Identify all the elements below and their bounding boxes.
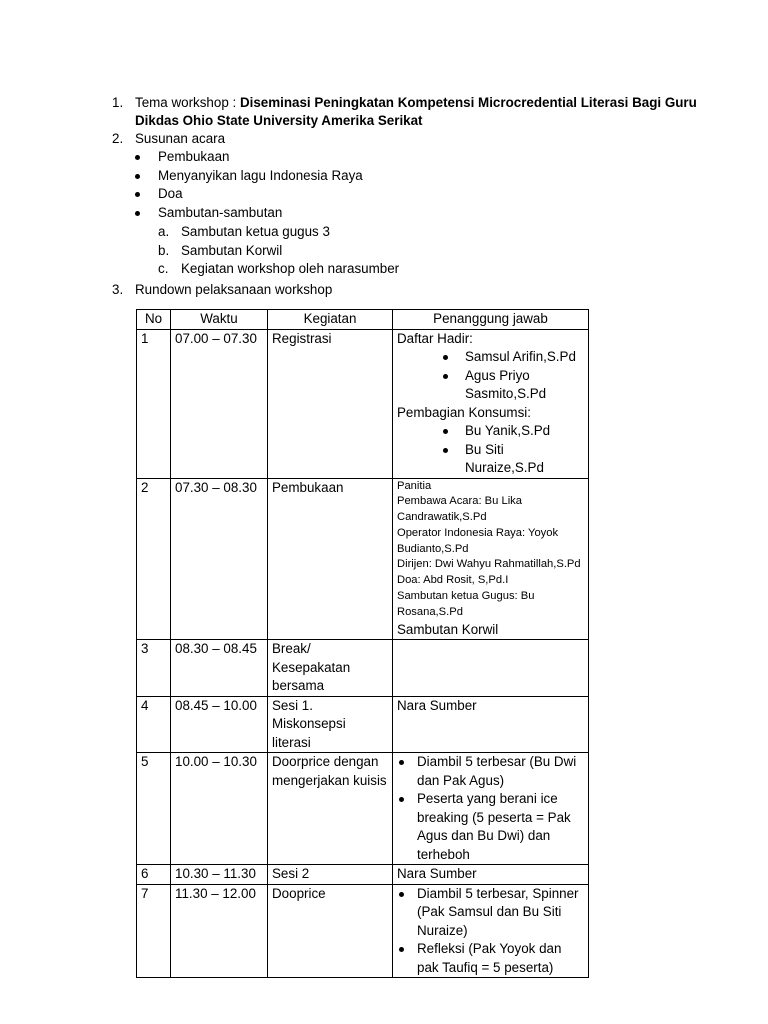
- list-item: Diambil 5 terbesar (Bu Dwi dan Pak Agus): [397, 753, 584, 790]
- list-item: Diambil 5 terbesar, Spinner (Pak Samsul dan Bu Siti Nuraize): [397, 885, 584, 941]
- bullet-icon: [135, 211, 140, 216]
- bullet-icon: [399, 797, 404, 802]
- list-item: Samsul Arifin,S.Pd: [397, 348, 584, 367]
- table-header-row: [137, 310, 589, 330]
- cell-kegiatan: Sesi 2: [268, 865, 393, 885]
- cell-no: 7: [137, 884, 171, 978]
- cell-waktu: 08.45 – 10.00: [171, 696, 268, 753]
- cell-kegiatan: Registrasi: [268, 329, 393, 478]
- bullet-icon: [399, 892, 404, 897]
- cell-no: 5: [137, 753, 171, 865]
- table-row: [137, 884, 589, 978]
- table-row: [137, 478, 589, 640]
- table-row: [137, 865, 589, 885]
- cell-no: 1: [137, 329, 171, 478]
- cell-penanggung-jawab: Nara Sumber: [393, 696, 589, 753]
- bullet-icon: [399, 947, 404, 952]
- cell-kegiatan: Break/ Kesepakatan bersama: [268, 640, 393, 697]
- bullet-icon: [443, 448, 448, 453]
- bullet-icon: [135, 192, 140, 197]
- cell-penanggung-jawab: Panitia Pembawa Acara: Bu Lika Candrawatik,S.Pd Operator Indonesia Raya: Yoyok Budianto,S.Pd Dirijen: Dwi Wahyu Rahmatillah,S.Pd Doa: Abd Rosit, S,Pd.I Sambutan ketua Gugus: Bu Rosana,S.Pd Sambutan Korwil: [393, 478, 589, 640]
- cell-kegiatan: Pembukaan: [268, 478, 393, 640]
- cell-penanggung-jawab: [393, 640, 589, 697]
- cell-penanggung-jawab: Daftar Hadir: Samsul Arifin,S.Pd Agus Priyo Sasmito,S.Pd Pembagian Konsumsi: Bu Yanik,S.Pd Bu Siti Nuraize,S.Pd: [393, 329, 589, 478]
- bullet-icon: [399, 760, 404, 765]
- sambutan-sub-list: [158, 223, 399, 279]
- theme-title-line2: Dikdas Ohio State University Amerika Serikat: [135, 113, 423, 128]
- list-item: a. Sambutan ketua gugus 3: [158, 224, 330, 239]
- table-row: [137, 753, 589, 865]
- cell-no: 3: [137, 640, 171, 697]
- table-row: [137, 696, 589, 753]
- cell-penanggung-jawab: [393, 753, 589, 865]
- list-item: Pembukaan: [135, 148, 363, 167]
- list-item: b. Sambutan Korwil: [158, 242, 283, 258]
- header-no: No: [137, 310, 171, 330]
- cell-waktu: 11.30 – 12.00: [171, 884, 268, 978]
- table-row: [137, 329, 589, 478]
- bullet-icon: [443, 374, 448, 379]
- list-item: Sambutan-sambutan: [135, 204, 363, 223]
- list-number: 2.: [112, 131, 124, 146]
- bullet-icon: [443, 429, 448, 434]
- list-number: 1.: [112, 95, 124, 110]
- cell-no: 6: [137, 865, 171, 885]
- list-item: c. Kegiatan workshop oleh narasumber: [158, 261, 400, 277]
- bullet-icon: [443, 355, 448, 360]
- cell-no: 2: [137, 478, 171, 640]
- list-item: Menyanyikan lagu Indonesia Raya: [135, 167, 363, 186]
- theme-title-line1: Diseminasi Peningkatan Kompetensi Microcredential Literasi Bagi Guru: [239, 95, 697, 110]
- cell-no: 4: [137, 696, 171, 753]
- table-row: [137, 640, 589, 697]
- list-item: Refleksi (Pak Yoyok dan pak Taufiq = 5 peserta): [397, 940, 584, 977]
- cell-waktu: 07.00 – 07.30: [171, 329, 268, 478]
- theme-label: Tema workshop :: [135, 95, 240, 110]
- list-item: Doa: [135, 185, 363, 204]
- list-item: Bu Siti Nuraize,S.Pd: [397, 441, 584, 478]
- bullet-icon: [135, 174, 140, 179]
- cell-waktu: 10.00 – 10.30: [171, 753, 268, 865]
- rundown-table: [136, 309, 589, 978]
- header-penanggung-jawab: Penanggung jawab: [393, 310, 589, 330]
- cell-kegiatan: Dooprice: [268, 884, 393, 978]
- list-item: Bu Yanik,S.Pd: [397, 422, 584, 441]
- agenda-label: Susunan acara: [135, 131, 226, 146]
- list-item: Agus Priyo Sasmito,S.Pd: [397, 367, 584, 404]
- agenda-bullet-list: [135, 148, 363, 222]
- cell-penanggung-jawab: Nara Sumber: [393, 865, 589, 885]
- cell-kegiatan: Doorprice dengan mengerjakan kuisis: [268, 753, 393, 865]
- cell-waktu: 10.30 – 11.30: [171, 865, 268, 885]
- cell-waktu: 08.30 – 08.45: [171, 640, 268, 697]
- cell-penanggung-jawab: [393, 884, 589, 978]
- header-waktu: Waktu: [171, 310, 268, 330]
- list-number: 3.: [112, 282, 124, 297]
- bullet-icon: [135, 155, 140, 160]
- cell-kegiatan: Sesi 1. Miskonsepsi literasi: [268, 696, 393, 753]
- rundown-label: Rundown pelaksanaan workshop: [135, 282, 333, 297]
- list-item: Peserta yang berani ice breaking (5 peserta = Pak Agus dan Bu Dwi) dan terheboh: [397, 790, 584, 864]
- cell-waktu: 07.30 – 08.30: [171, 478, 268, 640]
- header-kegiatan: Kegiatan: [268, 310, 393, 330]
